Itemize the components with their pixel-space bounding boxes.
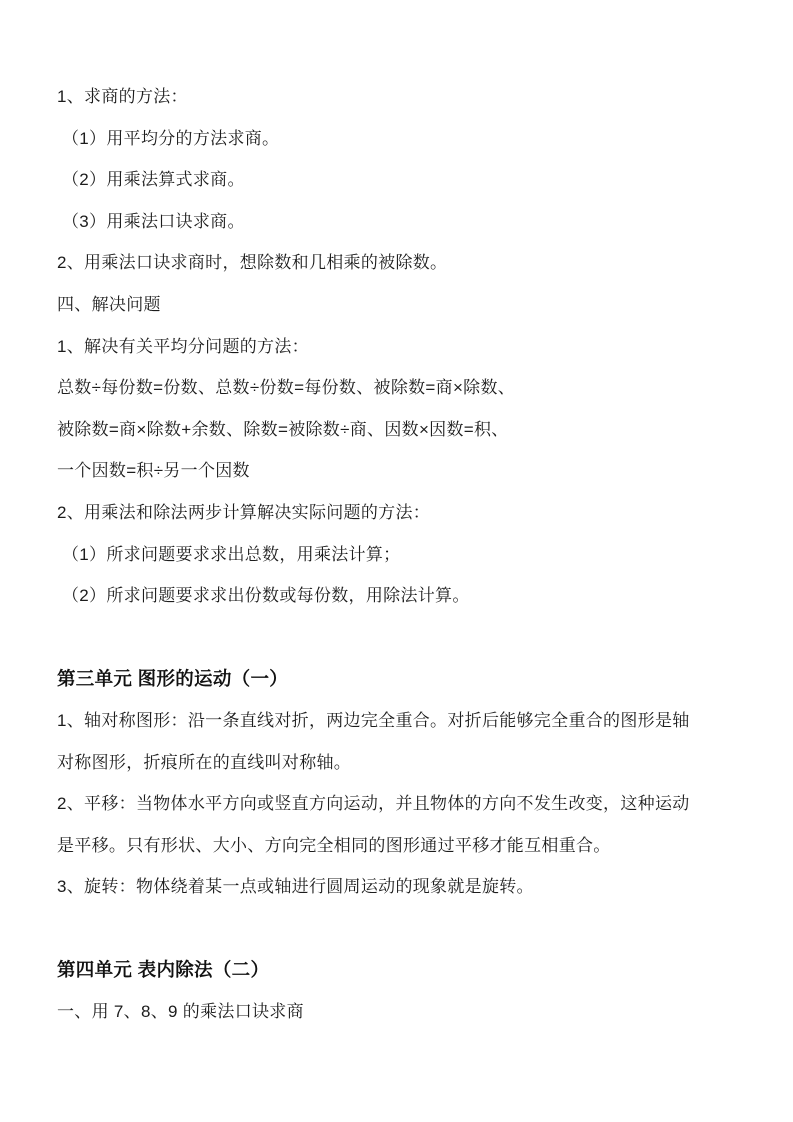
text-line: 是平移。只有形状、大小、方向完全相同的图形通过平移才能互相重合。 — [57, 835, 611, 855]
text-line: 2、平移：当物体水平方向或竖直方向运动，并且物体的方向不发生改变，这种运动 — [57, 794, 690, 814]
text-line: 1、解决有关平均分问题的方法： — [57, 336, 309, 356]
text-line: （2）所求问题要求求出份数或每份数，用除法计算。 — [62, 586, 470, 606]
text-line: 一个因数=积÷另一个因数 — [57, 461, 250, 481]
text-line: （1）用平均分的方法求商。 — [62, 128, 280, 148]
text-line: （3）用乘法口诀求商。 — [62, 211, 245, 231]
text-line: （2）用乘法算式求商。 — [62, 170, 245, 190]
text-line: 四、解决问题 — [57, 294, 161, 314]
blank-line — [57, 617, 749, 659]
text-line: （1）所求问题要求求出总数，用乘法计算； — [62, 544, 401, 564]
document-content — [57, 76, 749, 1033]
text-line: 2、用乘法和除法两步计算解决实际问题的方法： — [57, 502, 431, 522]
text-line: 1、求商的方法： — [57, 87, 188, 106]
text-line: 对称图形，折痕所在的直线叫对称轴。 — [57, 752, 352, 772]
section-heading: 第三单元 图形的运动（一） — [57, 668, 289, 690]
text-line: 总数÷每份数=份数、总数÷份数=每份数、被除数=商×除数、 — [57, 378, 516, 398]
text-line: 2、用乘法口诀求商时，想除数和几相乘的被除数。 — [57, 253, 448, 273]
text-line: 3、旋转：物体绕着某一点或轴进行圆周运动的现象就是旋转。 — [57, 877, 534, 897]
text-line: 一、用 7、8、9 的乘法口诀求商 — [57, 1002, 304, 1022]
text-line: 被除数=商×除数+余数、除数=被除数÷商、因数×因数=积、 — [57, 419, 509, 439]
blank-line — [57, 908, 749, 950]
section-heading: 第四单元 表内除法（二） — [57, 959, 270, 981]
text-line: 1、轴对称图形：沿一条直线对折，两边完全重合。对折后能够完全重合的图形是轴 — [57, 710, 690, 730]
